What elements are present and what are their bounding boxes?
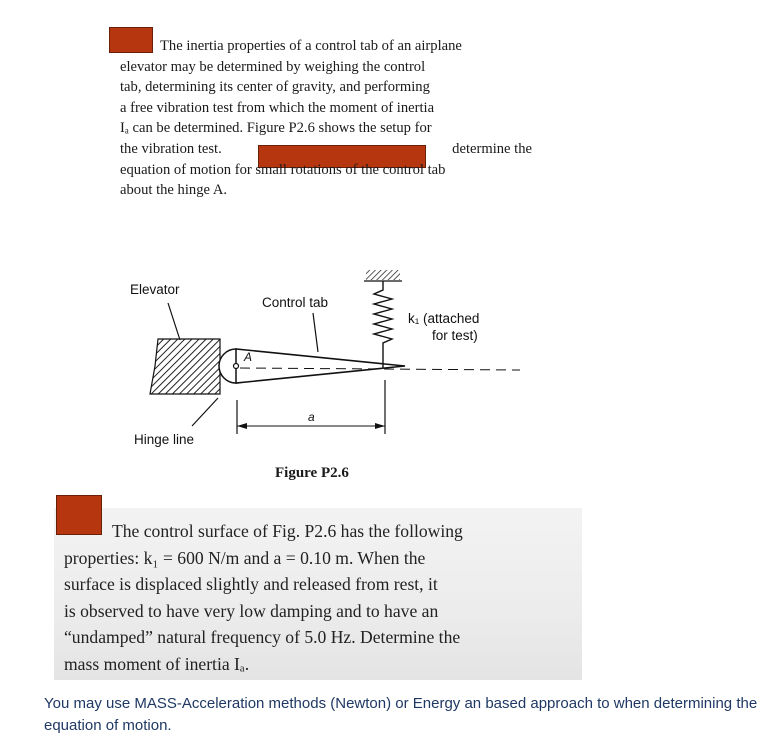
label-spring-2: for test)	[432, 328, 478, 343]
label-spring-1: k₁ (attached	[408, 311, 480, 326]
hinge-point	[234, 364, 239, 369]
problem-2-line-4: is observed to have very low damping and to have an	[64, 600, 439, 621]
problem-1-line-5: Iₐ can be determined. Figure P2.6 shows the setup for	[120, 120, 432, 137]
problem-1-line-1: The inertia properties of a control tab of an airplane	[160, 38, 462, 54]
problem-1-line-8: about the hinge A.	[120, 182, 228, 199]
problem-1-line-6a: the vibration test.	[120, 140, 222, 157]
control-tab-wedge	[236, 349, 405, 383]
footer-note: You may use MASS-Acceleration methods (Newton) or Energy an based approach to when determining the equation of motion.	[44, 695, 758, 734]
redaction-box-3	[56, 495, 102, 535]
figure-caption: Figure P2.6	[275, 465, 349, 481]
problem-1-line-2: elevator may be determined by weighing the control	[120, 58, 426, 75]
problem-2-line-3: surface is displaced slightly and released from rest, it	[64, 574, 438, 595]
label-control-tab: Control tab	[262, 295, 329, 310]
problem-1-line-4: a free vibration test from which the moment of inertia	[120, 99, 435, 116]
problem-2-line-5: “undamped” natural frequency of 5.0 Hz. Determine the	[64, 627, 461, 648]
problem-2-text	[64, 518, 554, 678]
problem-1-line-7: equation of motion for small rotations of the control tab	[120, 161, 446, 178]
problem-1-line-6b: determine the	[452, 140, 532, 157]
elevator-block	[150, 339, 220, 394]
problem-2-line-6: mass moment of inertia Iₐ.	[64, 653, 250, 674]
label-point-a: A	[244, 350, 253, 364]
problem-2-line-1: The control surface of Fig. P2.6 has the following	[112, 521, 463, 541]
problem-2-line-2: properties: k₁ = 600 N/m and a = 0.10 m. When the	[64, 547, 426, 568]
spring-k1	[374, 281, 392, 368]
label-elevator: Elevator	[130, 282, 180, 297]
problem-1-line-3: tab, determining its center of gravity, and performing	[120, 79, 430, 96]
label-dimension-a: a	[308, 410, 315, 424]
label-hinge-line: Hinge line	[134, 432, 195, 447]
